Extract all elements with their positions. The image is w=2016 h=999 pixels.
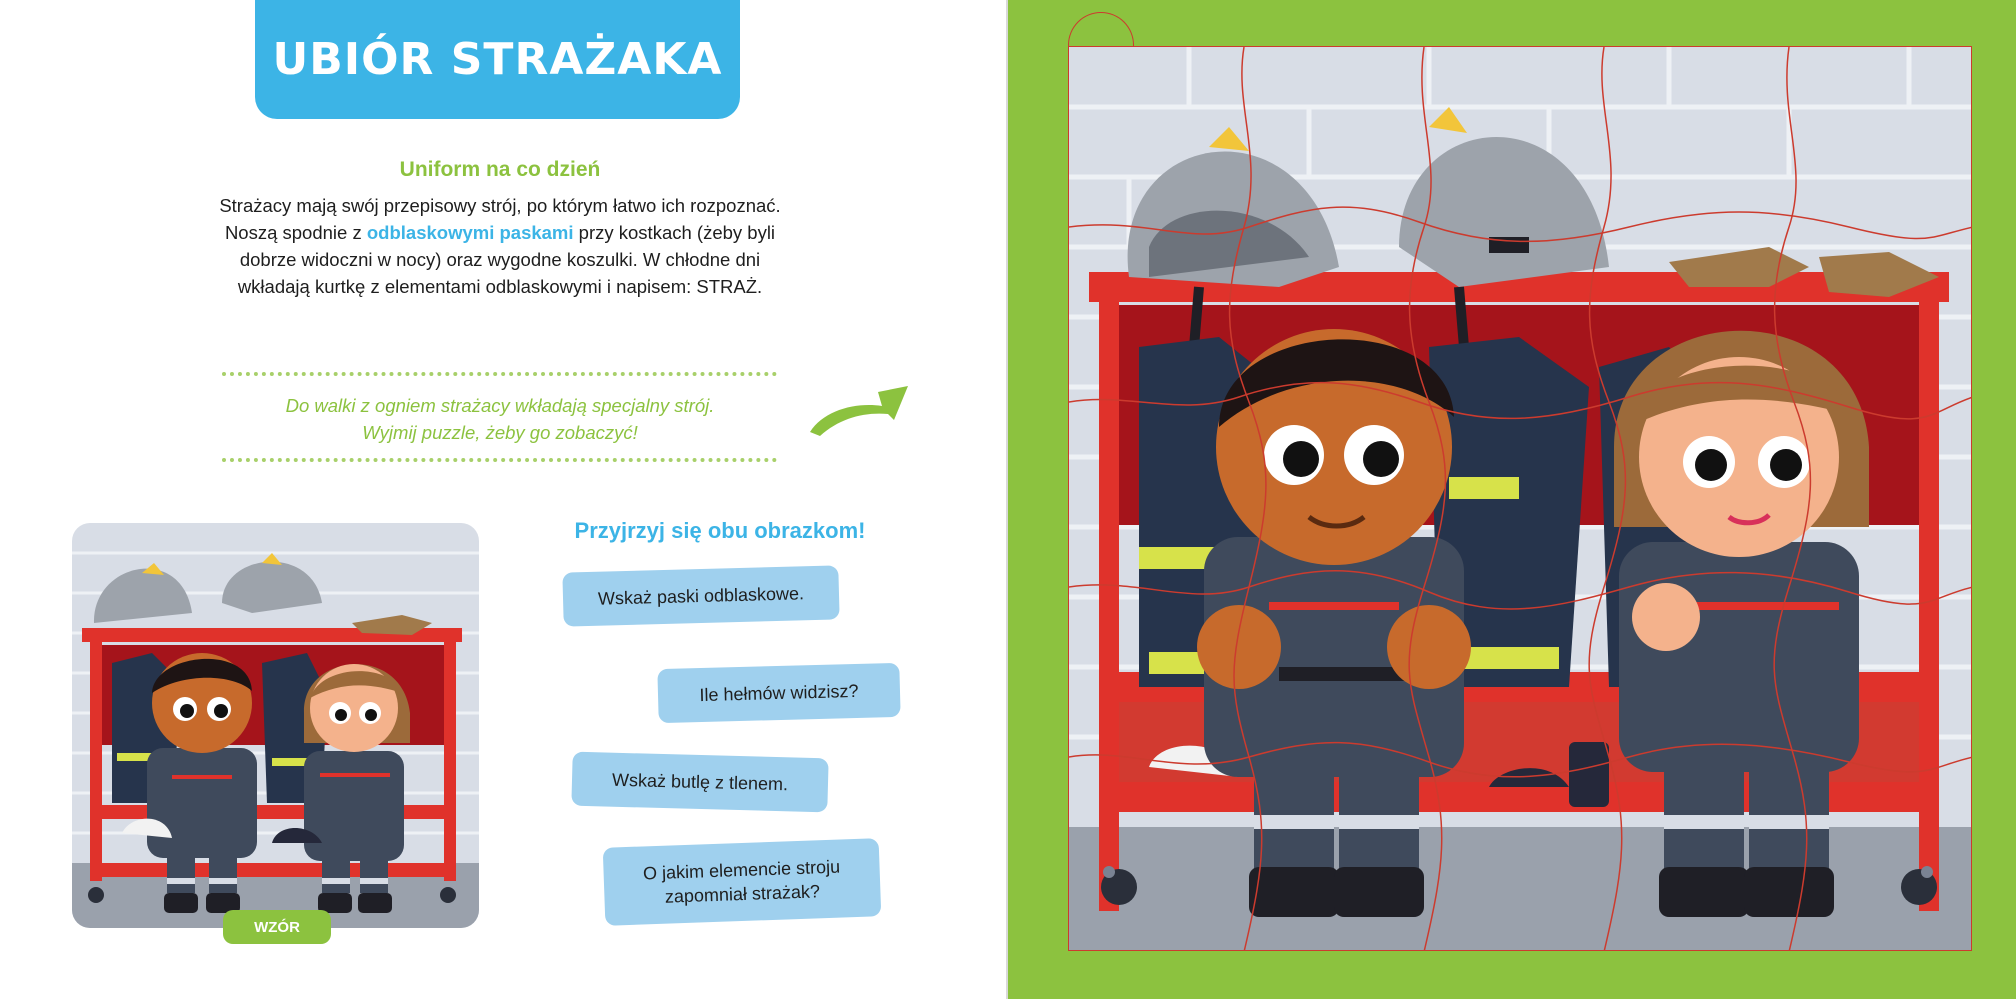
title-banner bbox=[255, 0, 740, 119]
pattern-badge: WZÓR bbox=[223, 910, 331, 944]
puzzle-note bbox=[200, 392, 800, 446]
body-line: dobrze widoczni w nocy) oraz wygodne koszulki. W chłodne dni bbox=[239, 249, 761, 270]
section-subtitle: Uniform na co dzień bbox=[399, 158, 601, 181]
body-text-part: przy kostkach (żeby byli bbox=[578, 222, 776, 243]
boots-icon bbox=[1569, 742, 1609, 807]
body-line: wkładają kurtkę z elementami odblaskowymi i napisem: STRAŻ. bbox=[237, 276, 763, 297]
body-line bbox=[185, 219, 815, 246]
reference-picture bbox=[72, 523, 479, 928]
arrow-icon bbox=[806, 380, 910, 436]
question-bubble: O jakim elemencie stroju zapomniał strażak? bbox=[603, 838, 882, 926]
note-line: Do walki z ogniem strażacy wkładają specjalny strój. bbox=[285, 395, 715, 416]
body-line: Strażacy mają swój przepisowy strój, po którym łatwo ich rozpoznać. bbox=[219, 195, 781, 216]
questions-title: Przyjrzyj się obu obrazkom! bbox=[574, 518, 866, 543]
page-title: UBIÓR STRAŻAKA bbox=[272, 34, 723, 85]
puzzle-board[interactable] bbox=[1068, 46, 1972, 951]
question-bubble: Wskaż paski odblaskowe. bbox=[562, 565, 839, 626]
body-paragraph bbox=[185, 192, 815, 300]
question-bubble: Ile hełmów widzisz? bbox=[657, 663, 900, 723]
question-bubble: Wskaż butlę z tlenem. bbox=[571, 752, 828, 813]
dotted-divider bbox=[222, 458, 777, 462]
note-line: Wyjmij puzzle, żeby go zobaczyć! bbox=[362, 422, 638, 443]
body-text-part: Noszą spodnie z bbox=[224, 222, 362, 243]
dotted-divider bbox=[222, 372, 777, 376]
highlighted-term: odblaskowymi paskami bbox=[366, 222, 574, 243]
